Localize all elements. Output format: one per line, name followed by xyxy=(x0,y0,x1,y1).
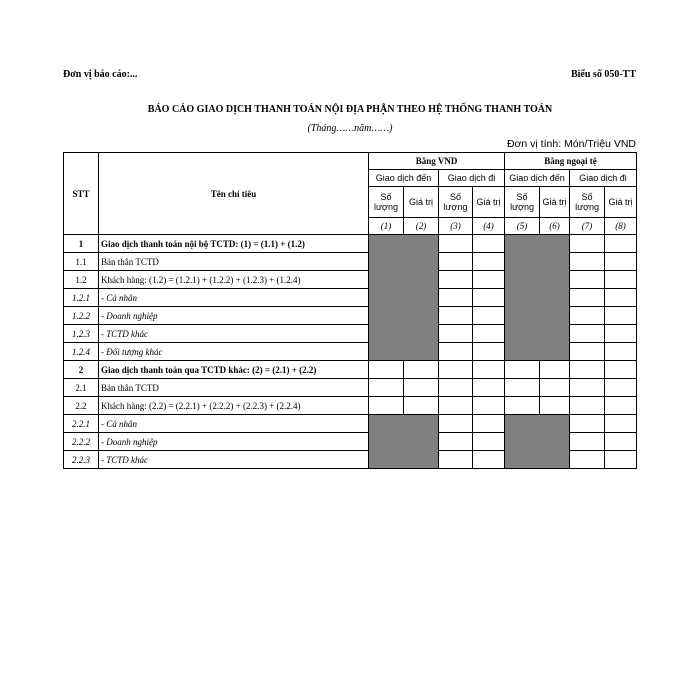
data-cell[interactable] xyxy=(369,379,404,397)
data-cell[interactable] xyxy=(439,361,473,379)
shaded-cell xyxy=(505,235,570,361)
table-row xyxy=(64,235,637,253)
data-cell[interactable] xyxy=(570,397,605,415)
data-cell[interactable] xyxy=(605,361,637,379)
row-stt: 1.2.4 xyxy=(64,343,99,361)
indicator-name-header: Tên chỉ tiêu xyxy=(99,153,369,235)
data-cell[interactable] xyxy=(540,379,570,397)
column-number: (3) xyxy=(439,218,473,235)
row-stt: 2.2.1 xyxy=(64,415,99,433)
data-cell[interactable] xyxy=(439,307,473,325)
data-cell[interactable] xyxy=(473,235,505,253)
data-cell[interactable] xyxy=(605,451,637,469)
row-name: - Cá nhân xyxy=(99,289,369,307)
report-title: BÁO CÁO GIAO DỊCH THANH TOÁN NỘI ĐỊA PHẬN THEO HỆ THỐNG THANH TOÁN xyxy=(147,104,553,115)
value-header: Giá trị xyxy=(540,187,570,218)
data-cell[interactable] xyxy=(605,325,637,343)
row-stt: 1 xyxy=(64,235,99,253)
value-header: Giá trị xyxy=(605,187,637,218)
column-number: (4) xyxy=(473,218,505,235)
data-cell[interactable] xyxy=(540,361,570,379)
row-name: Giao dịch thanh toán nội bộ TCTD: (1) = (1.1) + (1.2) xyxy=(99,235,369,253)
column-number: (1) xyxy=(369,218,404,235)
data-cell[interactable] xyxy=(404,361,439,379)
stt-header: STT xyxy=(64,153,99,235)
data-cell[interactable] xyxy=(473,397,505,415)
table-row xyxy=(64,361,637,379)
data-cell[interactable] xyxy=(605,397,637,415)
column-number: (5) xyxy=(505,218,540,235)
quantity-header: Số lượng xyxy=(439,187,473,218)
form-number: Biểu số 050-TT xyxy=(570,69,636,80)
data-cell[interactable] xyxy=(570,289,605,307)
data-cell[interactable] xyxy=(473,253,505,271)
data-cell[interactable] xyxy=(404,379,439,397)
row-name: Khách hàng: (2.2) = (2.2.1) + (2.2.2) + (2.2.3) + (2.2.4) xyxy=(99,397,369,415)
data-cell[interactable] xyxy=(439,415,473,433)
quantity-header: Số lượng xyxy=(570,187,605,218)
data-cell[interactable] xyxy=(570,343,605,361)
row-stt: 1.2.3 xyxy=(64,325,99,343)
data-cell[interactable] xyxy=(540,397,570,415)
data-cell[interactable] xyxy=(439,271,473,289)
data-cell[interactable] xyxy=(473,307,505,325)
table-row xyxy=(64,415,637,433)
row-stt: 2.2.3 xyxy=(64,451,99,469)
shaded-cell xyxy=(369,415,439,469)
data-cell[interactable] xyxy=(605,433,637,451)
data-cell[interactable] xyxy=(570,361,605,379)
data-cell[interactable] xyxy=(473,451,505,469)
data-cell[interactable] xyxy=(439,325,473,343)
column-number: (7) xyxy=(570,218,605,235)
data-cell[interactable] xyxy=(473,325,505,343)
row-name: - Đối tượng khác xyxy=(99,343,369,361)
row-stt: 1.2.2 xyxy=(64,307,99,325)
data-cell[interactable] xyxy=(439,343,473,361)
row-name: Khách hàng: (1.2) = (1.2.1) + (1.2.2) + (1.2.3) + (1.2.4) xyxy=(99,271,369,289)
table-row xyxy=(64,379,637,397)
row-stt: 2.2.2 xyxy=(64,433,99,451)
row-stt: 1.1 xyxy=(64,253,99,271)
data-cell[interactable] xyxy=(439,289,473,307)
column-number: (6) xyxy=(540,218,570,235)
data-cell[interactable] xyxy=(605,379,637,397)
row-stt: 1.2.1 xyxy=(64,289,99,307)
unit-label: Đơn vị tính: Món/Triệu VND xyxy=(506,138,636,150)
report-period: (Tháng……năm……) xyxy=(307,123,393,134)
row-name: Giao dịch thanh toán qua TCTD khác: (2) = (2.1) + (2.2) xyxy=(99,361,369,379)
data-cell[interactable] xyxy=(505,379,540,397)
data-cell[interactable] xyxy=(605,289,637,307)
data-cell[interactable] xyxy=(505,397,540,415)
value-header: Giá trị xyxy=(473,187,505,218)
shaded-cell xyxy=(505,415,570,469)
data-cell[interactable] xyxy=(570,325,605,343)
data-cell[interactable] xyxy=(570,433,605,451)
data-cell[interactable] xyxy=(439,451,473,469)
row-name: - Doanh nghiệp xyxy=(99,433,369,451)
row-name: - TCTD khác xyxy=(99,325,369,343)
data-cell[interactable] xyxy=(473,379,505,397)
table-row xyxy=(64,397,637,415)
report-table xyxy=(63,152,637,469)
data-cell[interactable] xyxy=(570,235,605,253)
data-cell[interactable] xyxy=(369,397,404,415)
row-name: - TCTD khác xyxy=(99,451,369,469)
data-cell[interactable] xyxy=(605,253,637,271)
vnd-incoming-header: Giao dịch đến xyxy=(369,170,439,187)
data-cell[interactable] xyxy=(570,379,605,397)
data-cell[interactable] xyxy=(473,343,505,361)
data-cell[interactable] xyxy=(570,451,605,469)
row-name: Bản thân TCTD xyxy=(99,379,369,397)
data-cell[interactable] xyxy=(473,415,505,433)
row-stt: 2.2 xyxy=(64,397,99,415)
data-cell[interactable] xyxy=(473,433,505,451)
value-header: Giá trị xyxy=(404,187,439,218)
fx-outgoing-header: Giao dịch đi xyxy=(570,170,637,187)
data-cell[interactable] xyxy=(570,253,605,271)
data-cell[interactable] xyxy=(605,271,637,289)
row-name: Bản thân TCTD xyxy=(99,253,369,271)
data-cell[interactable] xyxy=(473,289,505,307)
fx-group-header: Bằng ngoại tệ xyxy=(505,153,637,170)
data-cell[interactable] xyxy=(369,361,404,379)
reporting-unit-label: Đơn vị báo cáo:... xyxy=(63,69,138,80)
vnd-outgoing-header: Giao dịch đi xyxy=(439,170,505,187)
quantity-header: Số lượng xyxy=(505,187,540,218)
column-number: (8) xyxy=(605,218,637,235)
row-stt: 2 xyxy=(64,361,99,379)
data-cell[interactable] xyxy=(439,433,473,451)
data-cell[interactable] xyxy=(605,343,637,361)
data-cell[interactable] xyxy=(570,307,605,325)
row-stt: 1.2 xyxy=(64,271,99,289)
data-cell[interactable] xyxy=(439,235,473,253)
data-cell[interactable] xyxy=(473,361,505,379)
row-stt: 2.1 xyxy=(64,379,99,397)
data-cell[interactable] xyxy=(505,361,540,379)
data-cell[interactable] xyxy=(473,271,505,289)
data-cell[interactable] xyxy=(439,397,473,415)
data-cell[interactable] xyxy=(439,253,473,271)
data-cell[interactable] xyxy=(439,379,473,397)
data-cell[interactable] xyxy=(570,271,605,289)
data-cell[interactable] xyxy=(605,235,637,253)
data-cell[interactable] xyxy=(404,397,439,415)
data-cell[interactable] xyxy=(605,307,637,325)
shaded-cell xyxy=(369,235,439,361)
fx-incoming-header: Giao dịch đến xyxy=(505,170,570,187)
vnd-group-header: Bằng VND xyxy=(369,153,505,170)
data-cell[interactable] xyxy=(570,415,605,433)
row-name: - Doanh nghiệp xyxy=(99,307,369,325)
row-name: - Cá nhân xyxy=(99,415,369,433)
quantity-header: Số lượng xyxy=(369,187,404,218)
data-cell[interactable] xyxy=(605,415,637,433)
column-number: (2) xyxy=(404,218,439,235)
